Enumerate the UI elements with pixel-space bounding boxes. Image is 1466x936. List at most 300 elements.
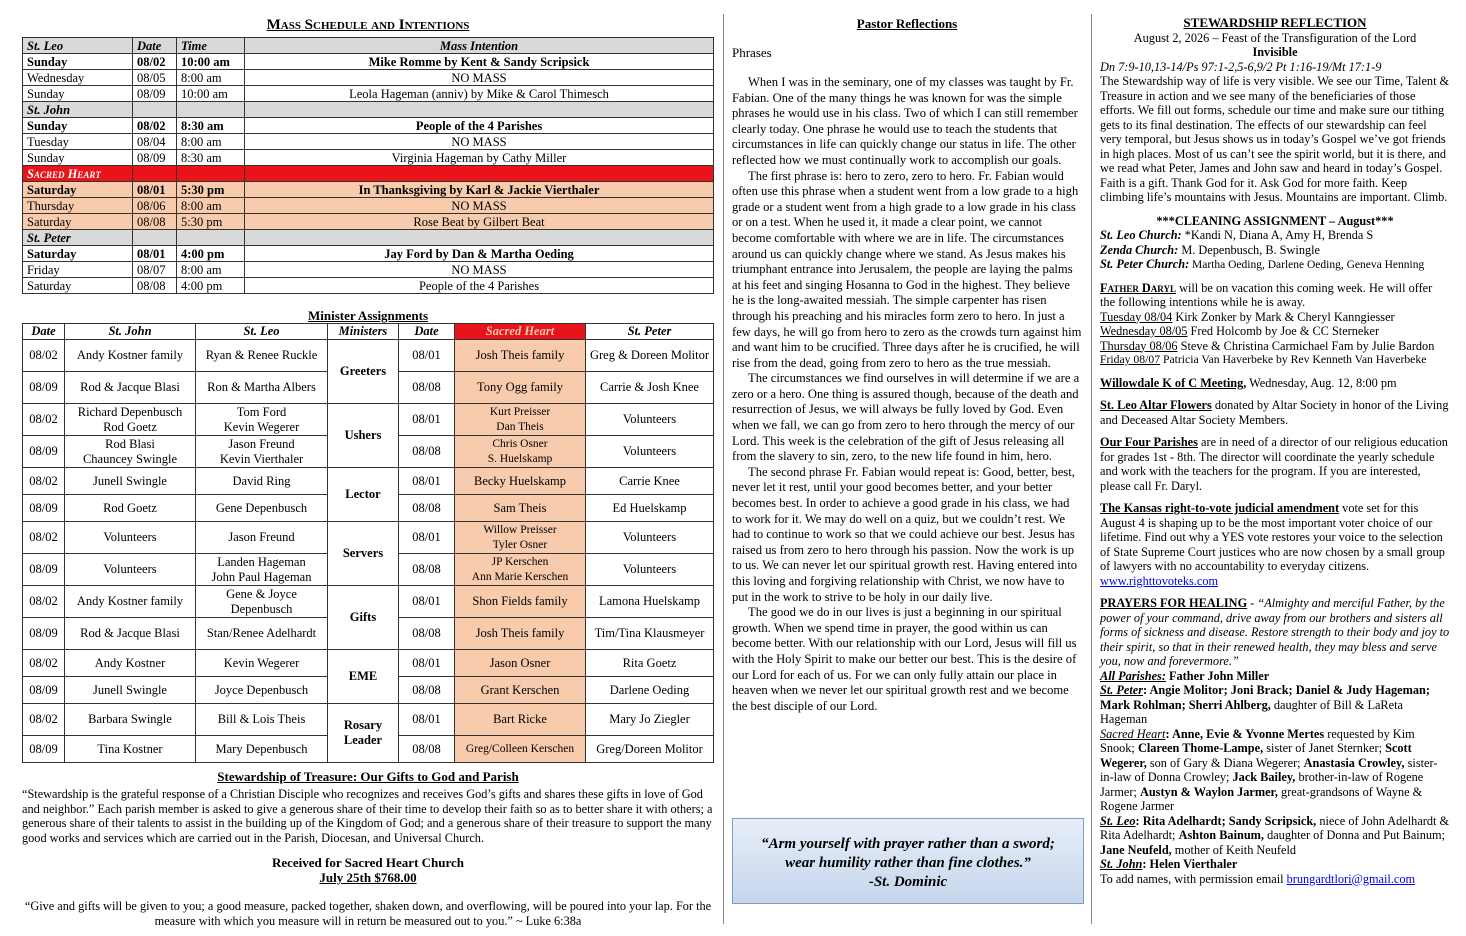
minister-role: Servers bbox=[328, 522, 399, 586]
all-parishes-label: All Parishes: bbox=[1100, 668, 1166, 683]
readings: Dn 7:9-10,13-14/Ps 97:1-2,5-6,9/2 Pt 1:16-19/Mt 17:1-9 bbox=[1100, 59, 1382, 74]
pastor-reflections-title: Pastor Reflections bbox=[856, 16, 958, 31]
minister-cell: Greg & Doreen Molitor bbox=[586, 340, 714, 372]
cleaning-title: ***CLEANING ASSIGNMENT – August*** bbox=[1156, 213, 1394, 228]
minister-cell: Volunteers bbox=[65, 554, 196, 586]
mass-cell: 5:30 pm bbox=[177, 214, 245, 230]
minister-cell: Tony Ogg family bbox=[455, 372, 586, 404]
leo-names-4: daughter of Donna and Put Bainum; bbox=[1264, 828, 1446, 842]
cleaning-item bbox=[1100, 228, 1450, 243]
minister-cell: Carrie Knee bbox=[586, 468, 714, 495]
healing-note bbox=[1100, 596, 1450, 669]
mass-cell: 8:00 am bbox=[177, 70, 245, 86]
mass-cell: 08/07 bbox=[133, 262, 177, 278]
minister-name-line: Tom Ford bbox=[236, 404, 287, 419]
minister-cell: Andy Kostner family bbox=[65, 340, 196, 372]
left-column bbox=[22, 0, 714, 936]
minister-cell: 08/01 bbox=[399, 404, 455, 436]
minister-cell: 08/08 bbox=[399, 372, 455, 404]
minister-cell: Rita Goetz bbox=[586, 650, 714, 677]
church-header-blank bbox=[133, 230, 177, 246]
st-peter-names-2: daughter of Bill & LaReta Hageman bbox=[1100, 697, 1403, 726]
sh-names-5: Scott Wegerer, bbox=[1100, 741, 1412, 770]
mass-row bbox=[23, 150, 714, 166]
minister-cell: 08/01 bbox=[399, 650, 455, 677]
minister-cell: 08/09 bbox=[23, 554, 65, 586]
mass-cell: 08/01 bbox=[133, 182, 177, 198]
minister-row bbox=[23, 468, 714, 495]
minister-cell: 08/02 bbox=[23, 650, 65, 677]
minister-row bbox=[23, 704, 714, 736]
mass-cell: Friday bbox=[23, 262, 133, 278]
st-peter-names: : Angie Molitor; Joni Brack; Daniel & Judy Hageman; Mark Rohlman; Sherri Ahlberg, bbox=[1100, 683, 1430, 712]
church-header-row bbox=[23, 102, 714, 118]
mass-cell: Saturday bbox=[23, 246, 133, 262]
minister-row bbox=[23, 650, 714, 677]
kansas-note bbox=[1100, 501, 1450, 588]
minister-cell: 08/09 bbox=[23, 677, 65, 704]
minister-cell: Stan/Renee Adelhardt bbox=[196, 618, 328, 650]
minister-cell: Kevin Wegerer bbox=[196, 650, 328, 677]
minister-cell: 08/08 bbox=[399, 736, 455, 763]
minister-row bbox=[23, 522, 714, 554]
minister-cell bbox=[65, 436, 196, 468]
mass-header-cell: Date bbox=[133, 38, 177, 54]
minister-cell: Volunteers bbox=[586, 554, 714, 586]
minister-name-line: Chauncey Swingle bbox=[82, 451, 178, 466]
mass-cell: Saturday bbox=[23, 278, 133, 294]
father-daryl-label: Father Daryl bbox=[1100, 280, 1176, 295]
daryl-intention bbox=[1100, 339, 1450, 354]
mass-cell: NO MASS bbox=[245, 134, 714, 150]
cleaning-names: M. Depenbusch, B. Swingle bbox=[1178, 242, 1320, 257]
minister-cell: 08/02 bbox=[23, 704, 65, 736]
minister-role: Ushers bbox=[328, 404, 399, 468]
minister-cell: Ryan & Renee Ruckle bbox=[196, 340, 328, 372]
mass-cell: 4:00 pm bbox=[177, 278, 245, 294]
intention-text: Fred Holcomb by Joe & CC Sterneker bbox=[1187, 324, 1380, 338]
sh-names-4: sister of Janet Sternker; bbox=[1263, 741, 1386, 755]
mass-cell: 08/02 bbox=[133, 54, 177, 70]
minister-cell: Grant Kerschen bbox=[455, 677, 586, 704]
minister-cell: Volunteers bbox=[586, 404, 714, 436]
minister-cell: Andy Kostner family bbox=[65, 586, 196, 618]
four-parishes-label: Our Four Parishes bbox=[1100, 435, 1198, 449]
mass-cell: 08/09 bbox=[133, 150, 177, 166]
kansas-link[interactable]: www.righttovoteks.com bbox=[1100, 573, 1219, 588]
mass-cell: Tuesday bbox=[23, 134, 133, 150]
minister-name-line: Landen Hageman bbox=[217, 554, 306, 569]
sh-names-11: Austyn & Waylon Jarmer, bbox=[1139, 784, 1278, 799]
minister-cell: 08/02 bbox=[23, 340, 65, 372]
father-daryl-text: will be on vacation this coming week. He will offer the following intentions while he is away. bbox=[1100, 280, 1433, 309]
minister-cell: Mary Depenbusch bbox=[196, 736, 328, 763]
mass-cell: Saturday bbox=[23, 182, 133, 198]
minister-header-cell: Sacred Heart bbox=[455, 324, 586, 340]
minister-role: Gifts bbox=[328, 586, 399, 650]
minister-name-line: Kevin Vierthaler bbox=[219, 451, 304, 466]
minister-cell: Volunteers bbox=[586, 522, 714, 554]
reflection-body: The Stewardship way of life is very visible. We see our Time, Talent & Treasure in action and we see many of the beneficiaries of those efforts. We fill out forms, schedule our time and make sure our tithing gets to its final destination. The effects of our stewardship can feel very temporal, but Jesus shows us in today’s Gospel we’ve got friends in high places. Most of us can’t see the spirit world, but it is there, and we read what Peter, James and John saw and heard in today’s Gospel. Faith is a gift. Thank God for it. Ask God for more faith. Keep climbing life’s mountains with Jesus. Mountains are important. Climb. bbox=[1100, 74, 1450, 204]
church-header-blank bbox=[177, 166, 245, 182]
altar-flowers-text: donated by Altar Society in honor of the Living and Deceased Altar Society Members. bbox=[1100, 398, 1449, 427]
minister-cell: Tim/Tina Klausmeyer bbox=[586, 618, 714, 650]
church-header-blank bbox=[245, 230, 714, 246]
cleaning-church-label: St. Peter Church: bbox=[1100, 257, 1190, 271]
minister-name-line: Dan Theis bbox=[496, 420, 544, 433]
sacred-heart-healing bbox=[1100, 727, 1450, 814]
church-header-blank bbox=[245, 166, 714, 182]
pastor-paragraph: The first phrase is: hero to zero, zero to hero. Fr. Fabian would often use this phrase when a student went from a low grade to a high grade or a student went from a high grade to a low grade in his class or on a test. When he used it, it made a clear point, we cannot become comfortable with where we are in life. The circumstances around us can quickly change where we stand. As Jesus makes his triumphant entrance into Jerusalem, the people are laying the palms at his feet and singing Hosanna to God in the highest. They believe he is the long-awaited messiah. The simple carpenter has risen through his preaching and his miracles form zero to hero. In just a few days, he will go from hero to zero as the crowds turn against him and want him to be crucified. Three days after he is crucified, he will rise from the dead, going from zero to hero as the true messiah. bbox=[732, 168, 1082, 370]
minister-cell: Gene & Joyce Depenbusch bbox=[196, 586, 328, 618]
minister-cell: Junell Swingle bbox=[65, 468, 196, 495]
church-header-row bbox=[23, 166, 714, 182]
mass-cell: 08/08 bbox=[133, 278, 177, 294]
mass-row bbox=[23, 86, 714, 102]
minister-header-cell: St. Peter bbox=[586, 324, 714, 340]
mass-row bbox=[23, 246, 714, 262]
quote-line-2: wear humility rather than fine clothes.” bbox=[785, 855, 1031, 871]
intention-day: Friday 08/07 bbox=[1100, 353, 1161, 366]
minister-cell: Darlene Oeding bbox=[586, 677, 714, 704]
minister-cell: Junell Swingle bbox=[65, 677, 196, 704]
pastor-paragraph: The good we do in our lives is just a beginning in our spiritual growth. When we spend time in prayer, the good within us can become better. With our relationship with our Lord, Jesus will fill us with the Holy Spirit to make our better our best. This is the desire of our Lord for each of us. For we can only fully attain our place in heaven when we never let our spiritual growth rest and we become the best disciple of our Lord. bbox=[732, 605, 1077, 713]
all-parishes bbox=[1100, 669, 1450, 684]
right-column bbox=[1100, 0, 1450, 936]
cleaning-church-label: Zenda Church: bbox=[1100, 242, 1179, 257]
st-peter-label: St. Peter bbox=[1100, 683, 1144, 697]
minister-cell: 08/01 bbox=[399, 586, 455, 618]
leo-names-3: Ashton Bainum, bbox=[1178, 828, 1264, 842]
st-john-label: St. John bbox=[1100, 857, 1143, 871]
daryl-intentions bbox=[1100, 310, 1450, 368]
minister-cell: 08/01 bbox=[399, 522, 455, 554]
minister-cell: David Ring bbox=[196, 468, 328, 495]
column-divider-right bbox=[1091, 14, 1092, 924]
minister-cell: Andy Kostner bbox=[65, 650, 196, 677]
minister-role: Rosary Leader bbox=[328, 704, 399, 763]
mass-cell: Jay Ford by Dan & Martha Oeding bbox=[245, 246, 714, 262]
mass-cell: Virginia Hageman by Cathy Miller bbox=[245, 150, 714, 166]
minister-assignments-title: Minister Assignments bbox=[307, 308, 428, 323]
middle-column bbox=[732, 0, 1082, 936]
mass-cell: 8:30 am bbox=[177, 118, 245, 134]
mass-cell: 08/05 bbox=[133, 70, 177, 86]
pastor-paragraph: The second phrase Fr. Fabian would repeat is: Good, better, best, never let it rest, until your good becomes better, and your better becomes best. In order to achieve a good grade in his class, we had to work for it. We may do well on a quiz, but we couldn’t rest. We had to continue to work so that we could achieve our best. Jesus has raised us from zero to hero through his passion. Now the work is up to us. We can never let our spiritual growth rest. Having entered into this loving and forgiving relationship with Christ, we now have to put in the work to strive to be holy in our daily live. bbox=[732, 464, 1077, 604]
mass-cell: Mike Romme by Kent & Sandy Scripsick bbox=[245, 54, 714, 70]
sh-names-9: Jack Bailey, bbox=[1232, 770, 1296, 784]
st-leo-label: St. Leo bbox=[1100, 813, 1136, 828]
received-title: Received for Sacred Heart Church bbox=[271, 855, 465, 870]
mass-cell: 5:30 pm bbox=[177, 182, 245, 198]
minister-name-line: Kevin Wegerer bbox=[223, 419, 300, 434]
minister-cell bbox=[455, 554, 586, 586]
minister-cell: 08/01 bbox=[399, 704, 455, 736]
minister-cell: Rod & Jacque Blasi bbox=[65, 618, 196, 650]
add-names-email-link[interactable]: brungardtlori@gmail.com bbox=[1286, 871, 1416, 886]
minister-header-cell: Date bbox=[399, 324, 455, 340]
mass-header-cell: Time bbox=[177, 38, 245, 54]
minister-cell: Jason Freund bbox=[196, 522, 328, 554]
mass-cell: Thursday bbox=[23, 198, 133, 214]
minister-name-line: Kurt Preisser bbox=[489, 405, 551, 418]
minister-name-line: Rod Blasi bbox=[105, 436, 155, 451]
mass-row bbox=[23, 70, 714, 86]
minister-name-line: JP Kerschen bbox=[491, 555, 549, 568]
church-name: Sacred Heart bbox=[23, 166, 133, 182]
pastor-body bbox=[732, 75, 1082, 714]
mass-cell: 8:00 am bbox=[177, 134, 245, 150]
church-header-blank bbox=[133, 102, 177, 118]
received-amount: July 25th $768.00 bbox=[319, 870, 417, 885]
four-parishes-text: are in need of a director of our religious education for grades 1st - 8th. The director will coordinate the yearly schedule and work with the teachers for the program. If you are interested, please call Fr. Daryl. bbox=[1100, 435, 1448, 493]
intention-day: Tuesday 08/04 bbox=[1100, 309, 1173, 324]
mass-cell: 08/02 bbox=[133, 118, 177, 134]
minister-cell: Rod & Jacque Blasi bbox=[65, 372, 196, 404]
st-peter-healing bbox=[1100, 683, 1450, 727]
minister-cell: Carrie & Josh Knee bbox=[586, 372, 714, 404]
mass-row bbox=[23, 198, 714, 214]
minister-cell: Ron & Martha Albers bbox=[196, 372, 328, 404]
luke-quote: “Give and gifts will be given to you; a good measure, packed together, shaken down, and overflowing, will be poured into your lap. For the measure with which you measure will in return be measured out to you.” ~ Luke 6:38a bbox=[24, 899, 712, 928]
received-block bbox=[22, 855, 714, 885]
minister-cell: Lamona Huelskamp bbox=[586, 586, 714, 618]
mass-row bbox=[23, 118, 714, 134]
minister-cell: Ed Huelskamp bbox=[586, 495, 714, 522]
church-name: St. Peter bbox=[23, 230, 133, 246]
minister-name-line: Richard Depenbusch bbox=[77, 404, 183, 419]
minister-row bbox=[23, 340, 714, 372]
minister-cell: Sam Theis bbox=[455, 495, 586, 522]
sh-names-6: son of Gary & Diana Wegerer; bbox=[1146, 755, 1304, 770]
minister-cell: 08/08 bbox=[399, 618, 455, 650]
minister-cell bbox=[455, 404, 586, 436]
mass-cell: In Thanksgiving by Karl & Jackie Vierthaler bbox=[245, 182, 714, 198]
mass-cell: 8:30 am bbox=[177, 150, 245, 166]
minister-cell: Rod Goetz bbox=[65, 495, 196, 522]
daryl-intention bbox=[1100, 324, 1450, 339]
minister-name-line: Ann Marie Kerschen bbox=[471, 570, 569, 583]
minister-cell: 08/08 bbox=[399, 495, 455, 522]
minister-cell: Greg/Doreen Molitor bbox=[586, 736, 714, 763]
mass-cell: 4:00 pm bbox=[177, 246, 245, 262]
mass-schedule-title: Mass Schedule and Intentions bbox=[266, 17, 470, 33]
mass-schedule-table bbox=[22, 37, 714, 294]
minister-cell: Volunteers bbox=[586, 436, 714, 468]
healing-dash: - bbox=[1247, 596, 1258, 610]
intention-day: Thursday 08/06 bbox=[1100, 338, 1178, 353]
mass-cell: 10:00 am bbox=[177, 86, 245, 102]
minister-cell: 08/08 bbox=[399, 677, 455, 704]
kofc-label: Willowdale K of C Meeting, bbox=[1100, 375, 1247, 390]
minister-cell: Tina Kostner bbox=[65, 736, 196, 763]
kofc-note bbox=[1100, 376, 1450, 391]
leo-names-1: : Rita Adelhardt; Sandy Scripsick, bbox=[1135, 813, 1317, 828]
minister-name-line: S. Huelskamp bbox=[487, 452, 553, 465]
minister-cell: 08/09 bbox=[23, 436, 65, 468]
sh-names-12: great-grandsons of Wayne & Rogene Jarmer bbox=[1100, 784, 1423, 813]
st-john-names: : Helen Vierthaler bbox=[1142, 857, 1238, 871]
kofc-text: Wednesday, Aug. 12, 8:00 pm bbox=[1246, 375, 1397, 390]
sh-names-3: Clareen Thome-Lampe, bbox=[1137, 741, 1264, 755]
minister-cell: 08/08 bbox=[399, 436, 455, 468]
minister-cell: Volunteers bbox=[65, 522, 196, 554]
mass-row bbox=[23, 182, 714, 198]
sh-names-2: requested by Kim Snook; bbox=[1100, 726, 1415, 755]
minister-cell: Barbara Swingle bbox=[65, 704, 196, 736]
add-names-text: To add names, with permission email bbox=[1100, 871, 1287, 886]
mass-cell: NO MASS bbox=[245, 198, 714, 214]
dominic-quote-box bbox=[732, 818, 1084, 904]
leo-names-2: niece of John Adelhardt & Rita Adelhardt; bbox=[1100, 813, 1450, 842]
cleaning-item bbox=[1100, 257, 1450, 273]
minister-cell: Bill & Lois Theis bbox=[196, 704, 328, 736]
minister-cell: 08/09 bbox=[23, 618, 65, 650]
mass-header-cell: St. Leo bbox=[23, 38, 133, 54]
minister-cell: Shon Fields family bbox=[455, 586, 586, 618]
kansas-text: vote set for this August 4 is shaping up to be the most important voter choice of our lifetime. Find out why a YES vote restores your voice to the selection of State Supreme Court justices who are now chosen by a small group of lawyers with no accountability to everyday citizens. bbox=[1100, 501, 1445, 573]
church-name: St. John bbox=[23, 102, 133, 118]
mass-cell: Sunday bbox=[23, 118, 133, 134]
minister-cell: 08/09 bbox=[23, 495, 65, 522]
church-header-blank bbox=[177, 102, 245, 118]
mass-row bbox=[23, 214, 714, 230]
mass-cell: Wednesday bbox=[23, 70, 133, 86]
mass-cell: Sunday bbox=[23, 150, 133, 166]
minister-cell: 08/09 bbox=[23, 736, 65, 763]
minister-role: Greeters bbox=[328, 340, 399, 404]
leo-names-6: mother of Keith Neufeld bbox=[1171, 842, 1297, 857]
altar-flowers-label: St. Leo Altar Flowers bbox=[1100, 398, 1212, 412]
minister-role: Lector bbox=[328, 468, 399, 522]
mass-cell: 8:00 am bbox=[177, 198, 245, 214]
quote-author: -St. Dominic bbox=[868, 874, 948, 890]
minister-header-cell: St. Leo bbox=[196, 324, 328, 340]
st-john-healing bbox=[1100, 857, 1450, 872]
minister-header-cell: Date bbox=[23, 324, 65, 340]
minister-name-line: Chris Osner bbox=[492, 437, 548, 450]
mass-cell: 10:00 am bbox=[177, 54, 245, 70]
minister-cell: 08/09 bbox=[23, 372, 65, 404]
minister-row bbox=[23, 586, 714, 618]
four-parishes-note bbox=[1100, 435, 1450, 493]
minister-cell: 08/02 bbox=[23, 404, 65, 436]
pastor-paragraph: The circumstances we find ourselves in will determine if we are a zero or a hero. One thing is assured though, because of the death and resurrection of Jesus, we will always be fully loved by God. Even when we fall, we can go from zero to hero through the mercy of our Lord. This week is the celebration of the gift of Jesus releasing all from the slavery to sin, zero, to the new life found in him, hero. bbox=[732, 371, 1080, 464]
cleaning-list bbox=[1100, 228, 1450, 273]
mass-cell: Rose Beat by Gilbert Beat bbox=[245, 214, 714, 230]
mass-cell: 08/09 bbox=[133, 86, 177, 102]
sh-names-1: : Anne, Evie & Yvonne Mertes bbox=[1165, 726, 1325, 741]
church-header-row bbox=[23, 230, 714, 246]
minister-row bbox=[23, 404, 714, 436]
healing-prayer: “Almighty and merciful Father, by the power of your command, drive away from our brothers and sisters all forms of sickness and disease. Restore strength to their body and joy to their spirit, so that in their renewed health, they may bless and serve you, now and forevermore.” bbox=[1100, 596, 1450, 668]
healing-label: PRAYERS FOR HEALING bbox=[1100, 596, 1248, 610]
mass-cell: NO MASS bbox=[245, 262, 714, 278]
mass-cell: Sunday bbox=[23, 86, 133, 102]
mass-row bbox=[23, 262, 714, 278]
cleaning-item bbox=[1100, 243, 1450, 258]
mass-cell: People of the 4 Parishes bbox=[245, 118, 714, 134]
minister-cell bbox=[196, 554, 328, 586]
all-parishes-text: Father John Miller bbox=[1165, 668, 1270, 683]
stewardship-reflection-title: STEWARDSHIP REFLECTION bbox=[1183, 15, 1367, 30]
sh-names-10: brother-in-law of Rogene Jarmer; bbox=[1100, 770, 1424, 799]
church-header-blank bbox=[245, 102, 714, 118]
sacred-heart-label: Sacred Heart bbox=[1100, 726, 1166, 741]
mass-header-row bbox=[23, 38, 714, 54]
mass-cell: Saturday bbox=[23, 214, 133, 230]
pastor-paragraph: When I was in the seminary, one of my classes was taught by Fr. Fabian. One of the many things he was known for was the simple phrases he would use in his class. Two of which I can still remember clearly today. One phrase he would use to teach the students that circumstances in life can quickly change our status in life. The other reflected how we must continually work to accomplish our goals. bbox=[732, 75, 1078, 167]
daryl-intention bbox=[1100, 353, 1450, 368]
minister-name-line: Willow Preisser bbox=[483, 523, 557, 536]
daryl-intention bbox=[1100, 310, 1450, 325]
minister-cell: Jason Osner bbox=[455, 650, 586, 677]
church-header-blank bbox=[133, 166, 177, 182]
minister-header-row bbox=[23, 324, 714, 340]
minister-cell: Josh Theis family bbox=[455, 340, 586, 372]
minister-name-line: John Paul Hageman bbox=[211, 569, 312, 584]
mass-cell: 08/01 bbox=[133, 246, 177, 262]
mass-row bbox=[23, 54, 714, 70]
minister-cell: Greg/Colleen Kerschen bbox=[455, 736, 586, 763]
minister-cell: Bart Ricke bbox=[455, 704, 586, 736]
stewardship-treasure-title: Stewardship of Treasure: Our Gifts to God and Parish bbox=[217, 769, 519, 784]
stewardship-treasure-body: “Stewardship is the grateful response of a Christian Disciple who recognizes and receives God’s gifts and shares these gifts in love of God and neighbor.” Each parish member is asked to give a generous share of their time to develop their faith so as to better share it with others; a generous share of their talents to assist in the building up of the Kingdom of God; and a generous share of their treasure to support the many good works and services which are carried out in the Parish, Diocesan, and Universal Church. bbox=[22, 787, 713, 845]
minister-header-cell: St. John bbox=[65, 324, 196, 340]
leo-names-5: Jane Neufeld, bbox=[1100, 842, 1172, 857]
pastor-subtitle: Phrases bbox=[732, 45, 772, 60]
mass-cell: 08/06 bbox=[133, 198, 177, 214]
kansas-label: The Kansas right-to-vote judicial amendment bbox=[1100, 501, 1340, 515]
father-daryl-note bbox=[1100, 281, 1450, 310]
minister-cell: 08/02 bbox=[23, 522, 65, 554]
minister-cell bbox=[455, 436, 586, 468]
cleaning-names: Martha Oeding, Darlene Oeding, Geneva Henning bbox=[1189, 259, 1425, 271]
intention-text: Patricia Van Haverbeke by Rev Kenneth Van Haverbeke bbox=[1160, 353, 1427, 366]
mass-header-cell: Mass Intention bbox=[245, 38, 714, 54]
sh-names-8: sister-in-law of Donna Crowley; bbox=[1100, 755, 1438, 784]
sh-names-7: Anastasia Crowley, bbox=[1303, 755, 1405, 770]
intention-day: Wednesday 08/05 bbox=[1100, 324, 1188, 338]
minister-cell bbox=[455, 522, 586, 554]
minister-cell: Josh Theis family bbox=[455, 618, 586, 650]
minister-name-line: Rod Goetz bbox=[103, 419, 157, 434]
mass-cell: 8:00 am bbox=[177, 262, 245, 278]
reflection-subtitle: Invisible bbox=[1252, 45, 1298, 59]
mass-cell: 08/04 bbox=[133, 134, 177, 150]
quote-line-1: “Arm yourself with prayer rather than a sword; bbox=[761, 836, 1055, 852]
minister-cell: 08/01 bbox=[399, 340, 455, 372]
minister-cell: Becky Huelskamp bbox=[455, 468, 586, 495]
minister-cell: Gene Depenbusch bbox=[196, 495, 328, 522]
minister-cell: 08/01 bbox=[399, 468, 455, 495]
intention-text: Steve & Christina Carmichael Fam by Julie Bardon bbox=[1177, 338, 1435, 353]
altar-flowers-note bbox=[1100, 398, 1450, 427]
minister-cell: 08/02 bbox=[23, 468, 65, 495]
mass-row bbox=[23, 278, 714, 294]
minister-cell: Mary Jo Ziegler bbox=[586, 704, 714, 736]
cleaning-church-label: St. Leo Church: bbox=[1100, 228, 1182, 242]
reflection-date: August 2, 2026 – Feast of the Transfiguration of the Lord bbox=[1133, 30, 1417, 45]
mass-cell: 08/08 bbox=[133, 214, 177, 230]
intention-text: Kirk Zonker by Mark & Cheryl Kanngiesser bbox=[1172, 309, 1395, 324]
minister-cell bbox=[196, 404, 328, 436]
cleaning-names: *Kandi N, Diana A, Amy H, Brenda S bbox=[1181, 228, 1374, 242]
church-header-blank bbox=[177, 230, 245, 246]
mass-row bbox=[23, 134, 714, 150]
minister-cell bbox=[196, 436, 328, 468]
mass-cell: Sunday bbox=[23, 54, 133, 70]
